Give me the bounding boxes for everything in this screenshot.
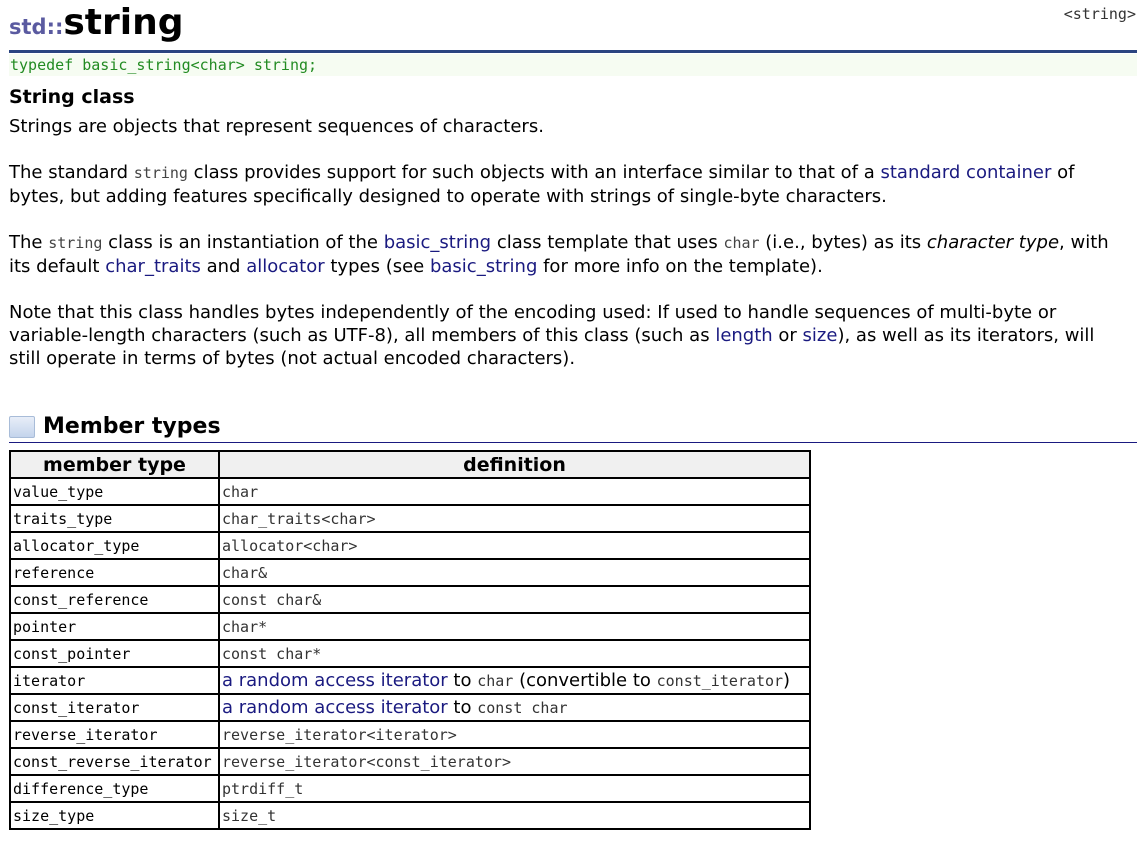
member-type-cell: reverse_iterator [10,721,219,748]
member-type-cell: const_reference [10,586,219,613]
member-types-heading [9,414,221,439]
random-access-iterator-link[interactable]: a random access iterator [222,670,448,691]
char-traits-link[interactable]: char_traits [105,256,201,277]
length-link[interactable]: length [715,325,773,346]
definition-cell [219,667,810,694]
paragraph-1: Strings are objects that represent sequences of characters. [9,116,544,137]
definition-cell: const char* [219,640,810,667]
definition-cell: const char& [219,586,810,613]
standard-container-link[interactable]: standard container [880,162,1052,183]
code: const_iterator [656,672,784,690]
definition-cell: reverse_iterator<iterator> [219,721,810,748]
definition-cell: char [219,478,810,505]
text: to [447,670,478,691]
text: and [200,256,247,277]
code: char [477,672,514,690]
definition-cell: size_t [219,802,810,829]
subtitle: String class [9,86,135,108]
text: class template that uses [491,232,724,253]
table-row [10,586,810,613]
paragraph-4 [9,301,1129,370]
section-title: Member types [43,414,221,439]
title-divider [9,50,1137,53]
column-header: member type [10,451,219,478]
code: string [133,164,188,182]
member-types-table [9,450,811,830]
text: ) [783,670,791,691]
table-row [10,667,810,694]
paragraph-3 [9,231,1129,278]
size-link[interactable]: size [802,325,838,346]
text: class is an instantiation of the [102,232,384,253]
text: , with its default [9,232,1109,277]
text [222,670,790,691]
member-type-cell: size_type [10,802,219,829]
emphasis: character type [926,232,1060,253]
paragraph-2 [9,161,1129,208]
definition-cell: allocator<char> [219,532,810,559]
code: char [723,234,760,252]
prototype: typedef basic_string<char> string; [9,54,1137,76]
definition-cell: ptrdiff_t [219,775,810,802]
member-type-cell: pointer [10,613,219,640]
text: Note that this class handles bytes independently of the encoding used: If used to handle sequences of multi-byte or variable-length characters (such as UTF-8), all members of this class (such as [9,302,1057,346]
text: The [9,232,49,253]
member-type-cell: allocator_type [10,532,219,559]
text: or [772,325,803,346]
table-row [10,721,810,748]
page-title [9,2,184,50]
table-row [10,802,810,829]
member-type-cell: const_iterator [10,694,219,721]
basic-string-link[interactable]: basic_string [383,232,492,253]
code: string [48,234,103,252]
member-type-cell: difference_type [10,775,219,802]
text: for more info on the template). [537,256,823,277]
member-type-cell: traits_type [10,505,219,532]
table-row [10,694,810,721]
member-type-cell: value_type [10,478,219,505]
namespace-label: std:: [9,15,64,39]
text: ), as well as its iterators, will still operate in terms of bytes (not actual encoded characters). [9,325,1095,369]
class-name: string [63,2,184,43]
member-type-cell: const_pointer [10,640,219,667]
basic-string-link-2[interactable]: basic_string [429,256,538,277]
member-type-cell: iterator [10,667,219,694]
text: The standard [9,162,134,183]
allocator-link[interactable]: allocator [246,256,325,277]
definition-cell: char_traits<char> [219,505,810,532]
section-icon [9,416,35,438]
member-type-cell: reference [10,559,219,586]
header-include-link[interactable]: <string> [1063,5,1136,23]
table-row [10,478,810,505]
table-row [10,505,810,532]
table-row [10,775,810,802]
text: (convertible to [513,670,657,691]
text: types (see [324,256,430,277]
text: of bytes, but adding features specifically designed to operate with strings of single-byte characters. [9,162,1075,207]
code: const char [477,699,568,717]
text: class provides support for such objects with an interface similar to that of a [187,162,881,183]
table-row [10,613,810,640]
definition-cell: char* [219,613,810,640]
table-row [10,559,810,586]
table-row [10,748,810,775]
text [222,697,568,718]
column-header: definition [219,451,810,478]
random-access-iterator-link[interactable]: a random access iterator [222,697,448,718]
text: to [447,697,478,718]
member-type-cell: const_reverse_iterator [10,748,219,775]
section-divider [9,442,1137,443]
definition-cell [219,694,810,721]
table-row [10,532,810,559]
table-row [10,640,810,667]
text: (i.e., bytes) as its [759,232,927,253]
definition-cell: reverse_iterator<const_iterator> [219,748,810,775]
definition-cell: char& [219,559,810,586]
